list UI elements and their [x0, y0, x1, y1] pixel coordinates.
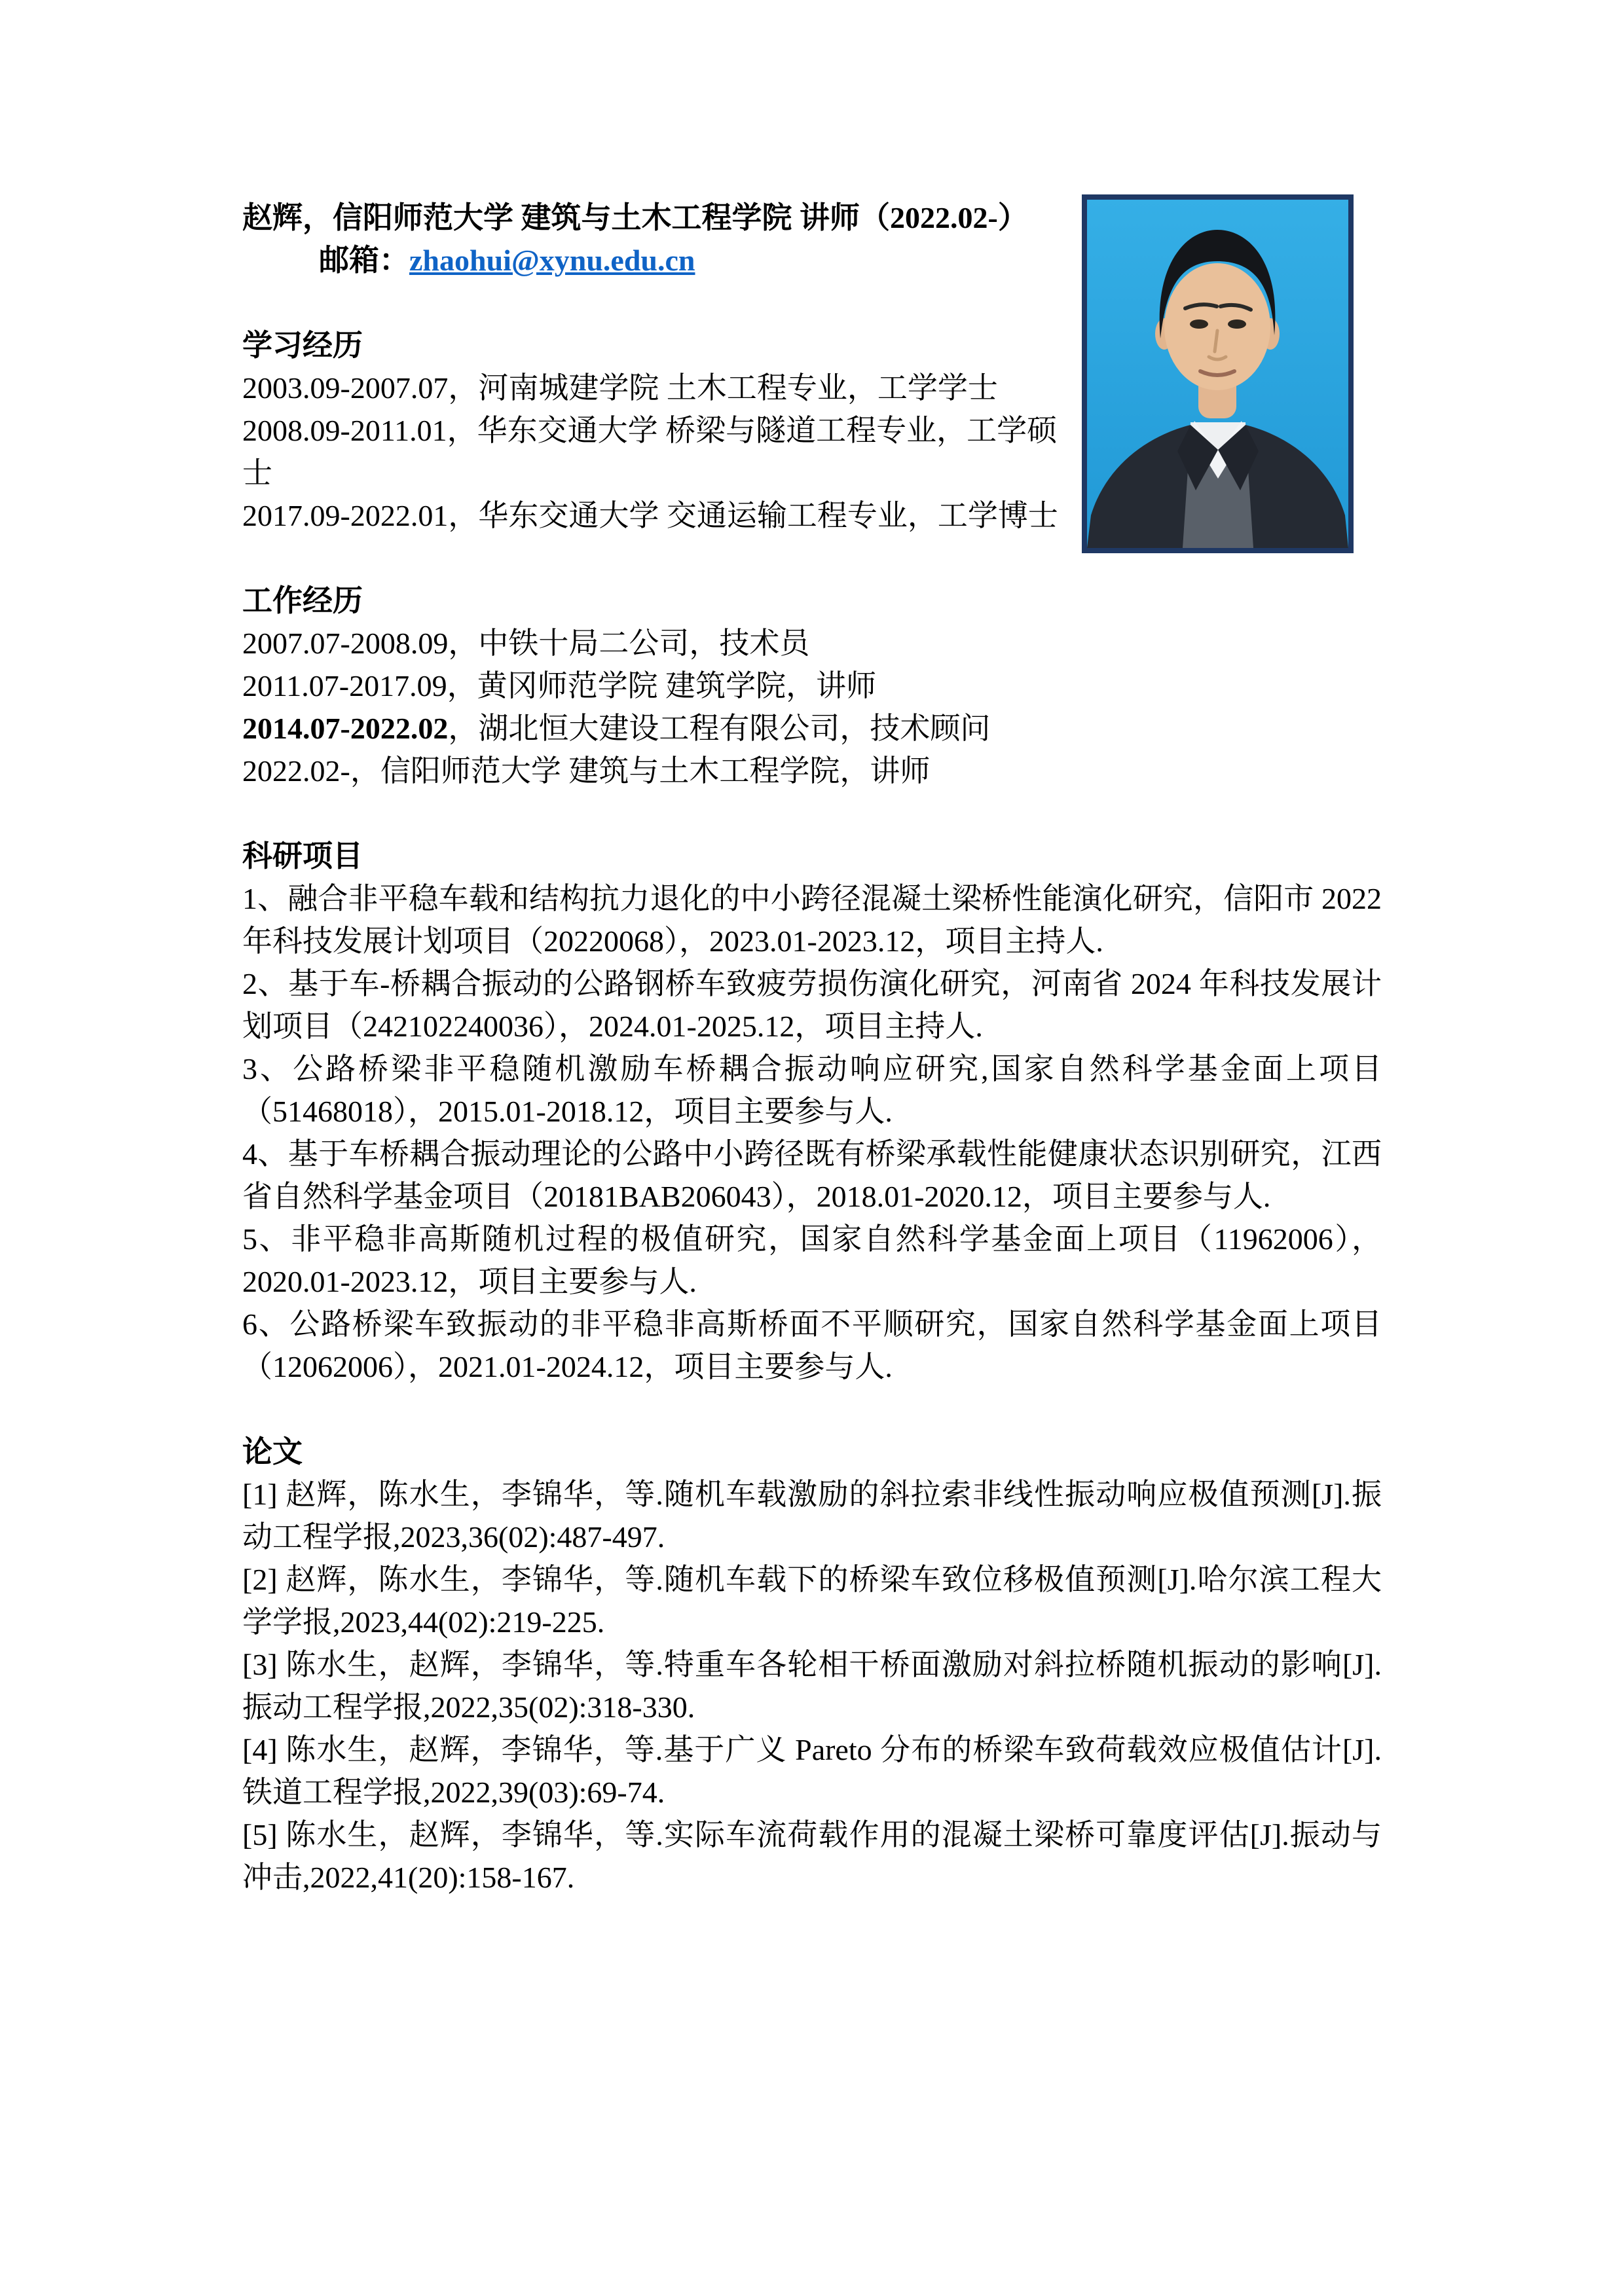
section-heading-education: 学习经历: [242, 329, 363, 362]
work-item-detail: ，湖北恒大建设工程有限公司，技术顾问: [448, 712, 991, 745]
research-item: 1、融合非平稳车载和结构抗力退化的中小跨径混凝土梁桥性能演化研究，信阳市 2022 年科技发展计划项目（20220068），2023.01-2023.12，项目主持人.: [242, 882, 1382, 958]
email-link[interactable]: zhaohui@xynu.edu.cn: [409, 244, 695, 277]
education-item: 2017.09-2022.01，华东交通大学 交通运输工程专业，工学博士: [242, 499, 1058, 532]
work-item: [242, 622, 1382, 665]
work-item: [242, 750, 1382, 792]
cv-content: [242, 196, 1382, 1899]
page-title: 赵辉，信阳师范大学 建筑与土木工程学院 讲师（2022.02-）: [242, 201, 1028, 234]
paper-item: [3] 陈水生，赵辉，李锦华，等.特重车各轮相干桥面激励对斜拉桥随机振动的影响[J].振动工程学报,2022,35(02):318-330.: [242, 1648, 1382, 1724]
work-item: [242, 707, 1382, 750]
work-item-detail: ，中铁十局二公司，技术员: [448, 627, 810, 660]
research-item: 5、非平稳非高斯随机过程的极值研究，国家自然科学基金面上项目（11962006），2020.01-2023.12，项目主要参与人.: [242, 1222, 1382, 1298]
paper-item: [1] 赵辉，陈水生，李锦华，等.随机车载激励的斜拉索非线性振动响应极值预测[J].振动工程学报,2023,36(02):487-497.: [242, 1478, 1382, 1554]
work-item-detail: ，信阳师范大学 建筑与土木工程学院，讲师: [350, 754, 931, 788]
education-item: 2008.09-2011.01，华东交通大学 桥梁与隧道工程专业，工学硕士: [242, 414, 1058, 490]
research-item: 3、公路桥梁非平稳随机激励车桥耦合振动响应研究,国家自然科学基金面上项目（51468018），2015.01-2018.12，项目主要参与人.: [242, 1052, 1382, 1128]
section-heading-work: 工作经历: [242, 584, 363, 617]
research-item: 4、基于车桥耦合振动理论的公路中小跨径既有桥梁承载性能健康状态识别研究，江西省自然科学基金项目（20181BAB206043），2018.01-2020.12，项目主要参与人.: [242, 1137, 1382, 1213]
education-item: 2003.09-2007.07，河南城建学院 土木工程专业，工学学士: [242, 371, 998, 405]
work-item-date: 2007.07-2008.09: [242, 627, 449, 660]
paper-item: [2] 赵辉，陈水生，李锦华，等.随机车载下的桥梁车致位移极值预测[J].哈尔滨工程大学学报,2023,44(02):219-225.: [242, 1563, 1382, 1639]
paper-item: [4] 陈水生，赵辉，李锦华，等.基于广义 Pareto 分布的桥梁车致荷载效应极值估计[J].铁道工程学报,2022,39(03):69-74.: [242, 1733, 1382, 1809]
email-label: 邮箱：: [319, 244, 409, 277]
profile-photo-illustration: [1087, 200, 1348, 548]
work-item-detail: ，黄冈师范学院 建筑学院，讲师: [447, 669, 877, 702]
profile-photo-frame: [1082, 194, 1382, 556]
research-item: 6、公路桥梁车致振动的非平稳非高斯桥面不平顺研究，国家自然科学基金面上项目（12062006），2021.01-2024.12，项目主要参与人.: [242, 1307, 1382, 1383]
work-item-date: 2014.07-2022.02: [242, 712, 449, 745]
research-item: 2、基于车-桥耦合振动的公路钢桥车致疲劳损伤演化研究，河南省 2024 年科技发展计划项目（242102240036），2024.01-2025.12，项目主持人.: [242, 967, 1382, 1043]
work-item-date: 2011.07-2017.09: [242, 669, 447, 702]
paper-item: [5] 陈水生，赵辉，李锦华，等.实际车流荷载作用的混凝土梁桥可靠度评估[J].振动与冲击,2022,41(20):158-167.: [242, 1818, 1382, 1894]
section-heading-research: 科研项目: [242, 839, 363, 873]
work-item-date: 2022.02-: [242, 754, 350, 788]
profile-photo: [1082, 194, 1354, 553]
section-heading-papers: 论文: [242, 1435, 303, 1468]
work-item: [242, 665, 1382, 707]
